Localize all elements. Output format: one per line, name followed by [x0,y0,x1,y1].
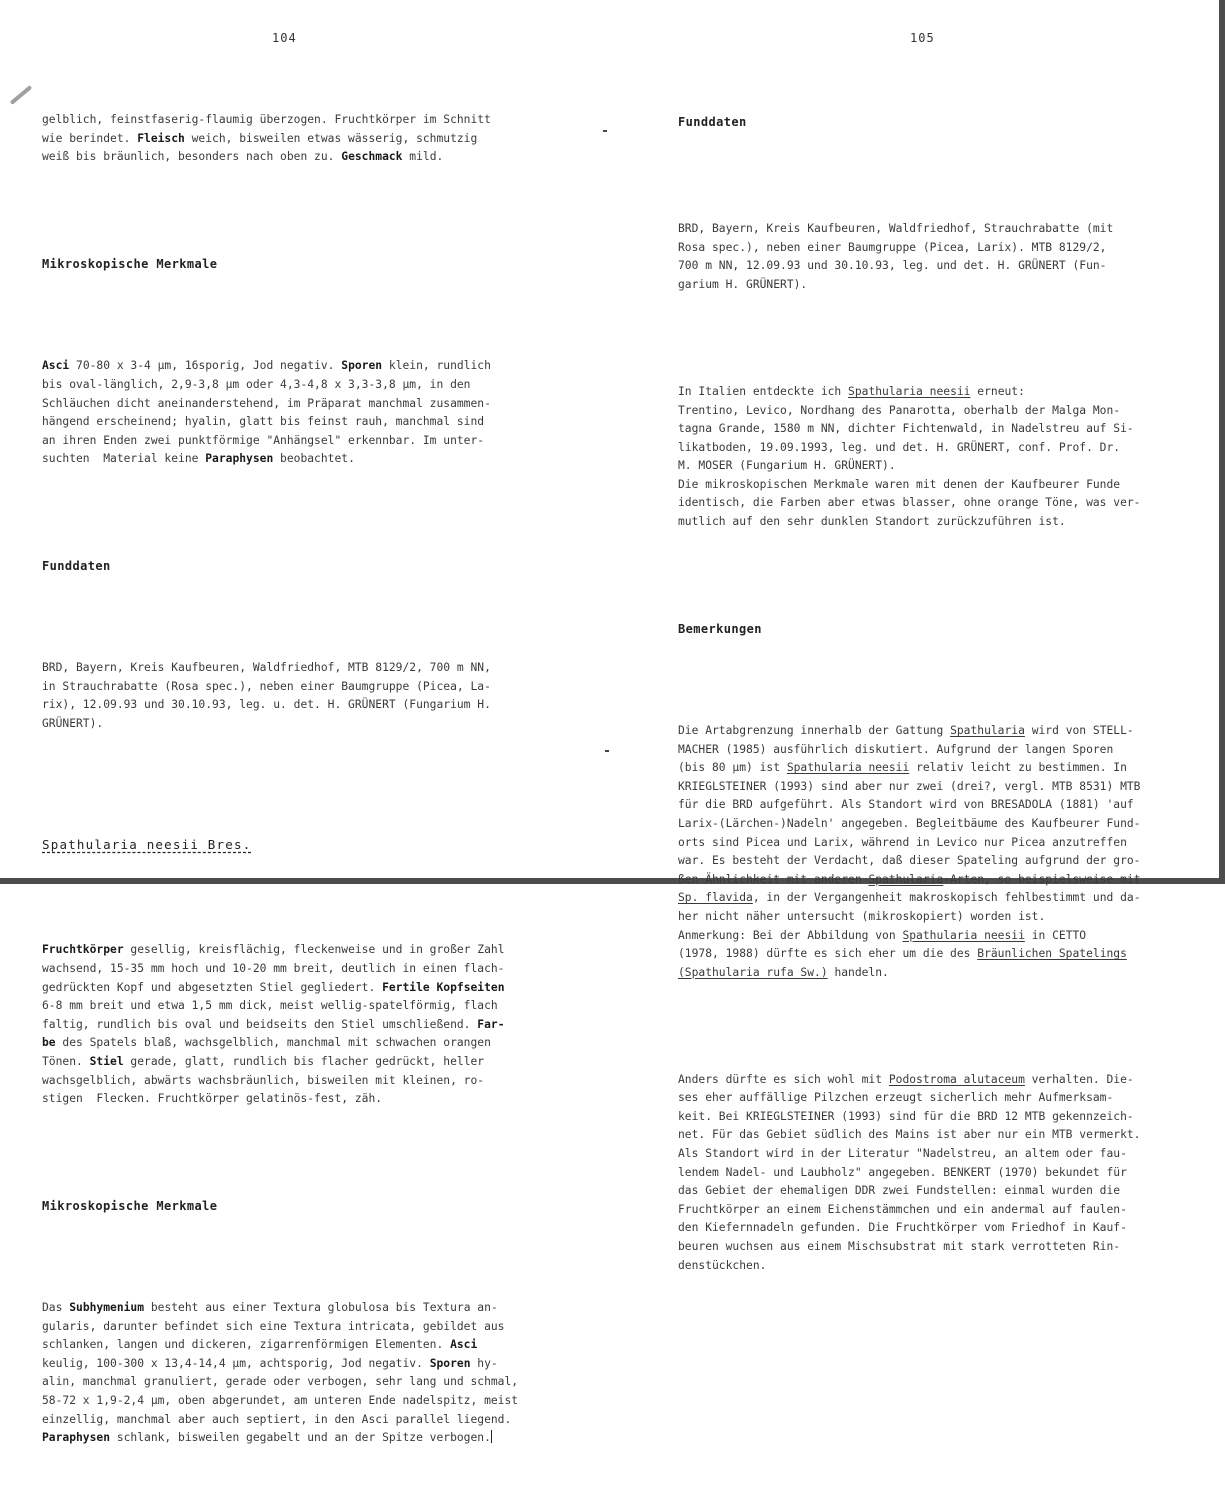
text-segment: keulig, 100-300 x 13,4-14,4 µm, achtsporig, Jod negativ. [42,1356,430,1370]
bold-term: Subhymenium [69,1301,145,1315]
text-segment: ßen Ähnlichkeit mit anderen [678,872,869,886]
section-heading: Mikroskopische Merkmale [42,1199,218,1214]
text-line: garium H. GRÜNERT). [678,277,808,291]
text-line: beuren wuchsen aus einem Mischsubstrat mit stark verrotteten Rin- [678,1240,1121,1254]
text-line: GRÜNERT). [42,717,104,730]
paragraph [678,220,1141,294]
text-line: Schläuchen dicht aneinanderstehend, im Präparat manchmal zusammen- [42,396,491,410]
text-segment: schlank, bisweilen gegabelt und an der Spitze verbogen. [110,1431,491,1445]
text-line: orts sind Picea und Larix, während in Levico nur Picea anzutreffen [678,835,1127,849]
page-105 [640,0,1219,1272]
bold-term: Sporen [429,1356,471,1370]
text-segment: In Italien entdeckte ich [678,384,849,398]
paragraph [42,941,518,1108]
text-line: BRD, Bayern, Kreis Kaufbeuren, Waldfriedhof, MTB 8129/2, 700 m NN, [42,661,491,675]
bold-term: be [42,1036,56,1050]
text-line [42,1016,518,1035]
text-line [678,871,1141,890]
text-line: wachsgelblich, abwärts wachsbräunlich, bisweilen mit kleinen, ro- [42,1073,485,1087]
text-segment: weiß bis bräunlich, besonders nach oben zu. [42,150,342,164]
text-segment: wird von STELL- [1024,724,1134,737]
underlined-term: Spathularia neesii [902,928,1025,942]
text-line: mutlich auf den sehr dunklen Standort zurückzuführen ist. [678,515,1066,529]
paragraph [678,383,1141,532]
text-line [42,1299,518,1318]
text-segment: 70-80 x 3-4 µm, 16sporig, Jod negativ. [69,359,342,373]
text-line [678,722,1141,741]
page-content [678,76,1141,1312]
bold-term: Sporen [341,359,383,373]
text-segment: beobachtet. [273,452,355,466]
text-line: Die mikroskopischen Merkmale waren mit denen der Kaufbeurer Funde [678,477,1121,491]
text-segment: relativ leicht zu bestimmen. In [909,761,1127,775]
text-segment: , in der Vergangenheit makroskopisch fehlbestimmt und da- [752,891,1141,905]
text-segment: gedrückten Kopf und abgesetzten Stiel gegliedert. [42,980,383,994]
bold-term: Asci [42,359,70,373]
text-line: KRIEGLSTEINER (1993) sind aber nur zwei (drei?, vergl. MTB 8531) MTB [678,779,1141,793]
text-line: für die BRD aufgeführt. Als Standort wird von BRESADOLA (1881) 'auf [678,798,1134,812]
text-segment: gesellig, kreisflächig, fleckenweise und in großer Zahl [123,943,505,957]
text-segment: schlanken, langen und dickeren, zigarrenförmigen Elementen. [42,1338,451,1352]
text-line [42,1355,518,1374]
text-segment: des Spatels blaß, wachsgelblich, manchmal mit schwachen orangen [55,1036,491,1050]
bold-term: Stiel [89,1054,124,1068]
paragraph [42,357,518,469]
text-segment: besteht aus einer Textura globulosa bis Textura an- [144,1301,498,1315]
text-line: Fruchtkörper an einem Eichenstämmchen und ein andermal auf faulen- [678,1202,1127,1216]
text-line [42,979,518,998]
text-segment: hy- [470,1356,498,1370]
species-title: Spathularia neesii Bres. [42,836,252,852]
text-line [678,1071,1141,1090]
text-line: gelblich, feinstfaserig-flaumig überzogen. Fruchtkörper im Schnitt [42,113,491,127]
underlined-term: (Spathularia rufa Sw.) [678,965,828,979]
text-segment: wie berindet. [42,131,138,145]
text-line: MACHER (1985) ausführlich diskutiert. Aufgrund der langen Sporen [678,742,1114,756]
text-line: identisch, die Farben aber etwas blasser, ohne orange Töne, was ver- [678,496,1141,510]
text-line [678,945,1141,964]
text-line: ses eher auffällige Pilzchen erzeugt sicherlich mehr Aufmerksam- [678,1091,1114,1105]
underlined-term: Podostroma alutaceum [888,1072,1025,1086]
text-segment: gerade, glatt, rundlich bis flacher gedrückt, heller [123,1054,485,1068]
underlined-term: Bräunlichen Spatelings [977,947,1127,961]
text-segment: verhalten. Die- [1024,1072,1134,1086]
text-line: keit. Bei KRIEGLSTEINER (1993) sind für die BRD 12 MTB gekennzeich- [678,1109,1134,1123]
text-line: 58-72 x 1,9-2,4 µm, oben abgerundet, am unteren Ende nadelspitz, meist [42,1394,519,1407]
text-line [42,1053,518,1072]
text-line [678,759,1141,778]
underlined-term: Sp. flavida [678,891,753,905]
text-segment: handeln. [827,965,889,979]
text-segment: -Arten, so beispielsweise mit [943,872,1141,886]
text-line [42,941,518,960]
text-line: alin, manchmal granuliert, gerade oder verbogen, sehr lang und schmal, [42,1375,519,1389]
bold-term: Asci [450,1338,478,1352]
underlined-term: Spathularia [868,872,944,886]
text-line: Rosa spec.), neben einer Baumgruppe (Picea, Larix). MTB 8129/2, [678,240,1107,254]
text-line: den Kiefernnadeln gefunden. Die Fruchtkörper vom Friedhof in Kauf- [678,1221,1127,1235]
text-line: likatboden, 19.09.1993, leg. und det. H. GRÜNERT, conf. Prof. Dr. [678,440,1121,454]
text-segment: (bis 80 µm) ist [678,761,787,775]
text-segment: Das [42,1301,70,1315]
page-content [42,74,518,1485]
text-line: war. Es besteht der Verdacht, daß dieser Spateling aufgrund der gro- [678,854,1141,868]
underlined-term: Spathularia neesii [786,761,910,775]
text-line [42,148,518,167]
text-line: 6-8 mm breit und etwa 1,5 mm dick, meist wellig-spatelförmig, flach [42,999,498,1013]
text-line [42,450,518,469]
text-line: das Gebiet der ehemaligen DDR zwei Fundstellen: einmal wurden die [678,1184,1121,1198]
text-segment: Tönen. [42,1054,90,1068]
text-segment: suchten Material keine [42,452,206,466]
bold-term: Fleisch [137,131,185,145]
underlined-term: Spathularia [950,724,1025,737]
paragraph [678,1071,1141,1276]
text-line: bis oval-länglich, 2,9-3,8 µm oder 4,3-4,8 x 3,3-3,8 µm, in den [42,377,471,391]
underlined-term: Spathularia neesii [848,384,971,398]
text-segment: mild. [402,150,444,164]
text-line [42,130,518,149]
bold-term: Fertile Kopfseiten [382,980,505,994]
text-line [678,383,1141,402]
text-segment: klein, rundlich [382,359,491,373]
page-number: 104 [272,31,297,45]
text-line: einzellig, manchmal aber auch septiert, in den Asci parallel liegend. [42,1412,512,1426]
text-line: tagna Grande, 1580 m NN, dichter Fichtenwald, in Nadelstreu auf Si- [678,422,1134,436]
text-line: lendem Nadel- und Laubholz" angegeben. BENKERT (1970) bekundet für [678,1165,1127,1179]
page-104 [0,0,600,1445]
text-segment: Anders dürfte es sich wohl mit [678,1072,889,1086]
text-line: Trentino, Levico, Nordhang des Panarotta, oberhalb der Malga Mon- [678,403,1121,417]
paragraph [42,1299,518,1448]
text-segment: in CETTO [1024,928,1087,942]
intro-paragraph [42,111,518,167]
section-heading: Funddaten [42,559,111,574]
text-line: in Strauchrabatte (Rosa spec.), neben einer Baumgruppe (Picea, La- [42,679,491,693]
text-line: stigen Flecken. Fruchtkörper gelatinös-fest, zäh. [42,1092,383,1106]
scan-speck [603,130,607,132]
text-segment: faltig, rundlich bis oval und beidseits den Stiel umschließend. [42,1017,478,1031]
text-segment: Die Artabgrenzung innerhalb der Gattung [678,724,951,737]
text-line [678,889,1141,908]
text-line: denstückchen. [678,1258,767,1272]
text-line: M. MOSER (Fungarium H. GRÜNERT). [678,459,896,473]
text-line [42,1429,518,1448]
pen-mark-icon [10,85,32,105]
paragraph [678,722,1141,982]
text-line: an ihren Enden zwei punktförmige "Anhängsel" erkennbar. Im unter- [42,433,485,447]
text-segment: weich, bisweilen etwas wässerig, schmutzig [184,131,478,145]
text-segment: Anmerkung: Bei der Abbildung von [678,928,903,942]
bold-term: Paraphysen [42,1431,111,1445]
text-line: her nicht näher untersucht (mikroskopiert) worden ist. [678,909,1046,923]
text-segment: (1978, 1988) dürfte es sich eher um die des [678,947,978,961]
text-line: 700 m NN, 12.09.93 und 30.10.93, leg. und det. H. GRÜNERT (Fun- [678,259,1107,273]
text-segment: erneut: [970,384,1025,398]
text-line: rix), 12.09.93 und 30.10.93, leg. u. det. H. GRÜNERT (Fungarium H. [42,698,491,712]
text-line: Larix-(Lärchen-)Nadeln' angegeben. Begleitbäume des Kaufbeurer Fund- [678,816,1141,830]
text-line: BRD, Bayern, Kreis Kaufbeuren, Waldfriedhof, Strauchrabatte (mit [678,222,1114,236]
paragraph [42,659,518,733]
text-line [42,1034,518,1053]
text-line: net. Für das Gebiet südlich des Mains ist aber nur ein MTB vermerkt. [678,1128,1141,1142]
bold-term: Far- [477,1017,505,1031]
text-line [678,964,1141,983]
bold-term: Paraphysen [205,452,274,466]
text-line [42,1336,518,1355]
section-heading: Bemerkungen [678,622,762,637]
page-number: 105 [910,31,935,45]
text-cursor [491,1430,492,1443]
viewer-frame-right [1219,0,1225,884]
text-line: wachsend, 15-35 mm hoch und 10-20 mm breit, deutlich in einen flach- [42,961,505,975]
text-line [42,357,518,376]
scan-speck [605,750,609,752]
section-heading: Mikroskopische Merkmale [42,257,218,272]
text-line [678,927,1141,946]
text-line: Als Standort wird in der Literatur "Nadelstreu, an altem oder fau- [678,1147,1127,1161]
text-line: hängend erscheinend; hyalin, glatt bis feinst rauh, manchmal sind [42,415,485,429]
bold-term: Fruchtkörper [42,943,124,957]
section-heading: Funddaten [678,115,747,130]
text-line: gularis, darunter befindet sich eine Textura intricata, gebildet aus [42,1319,505,1333]
bold-term: Geschmack [341,150,403,164]
